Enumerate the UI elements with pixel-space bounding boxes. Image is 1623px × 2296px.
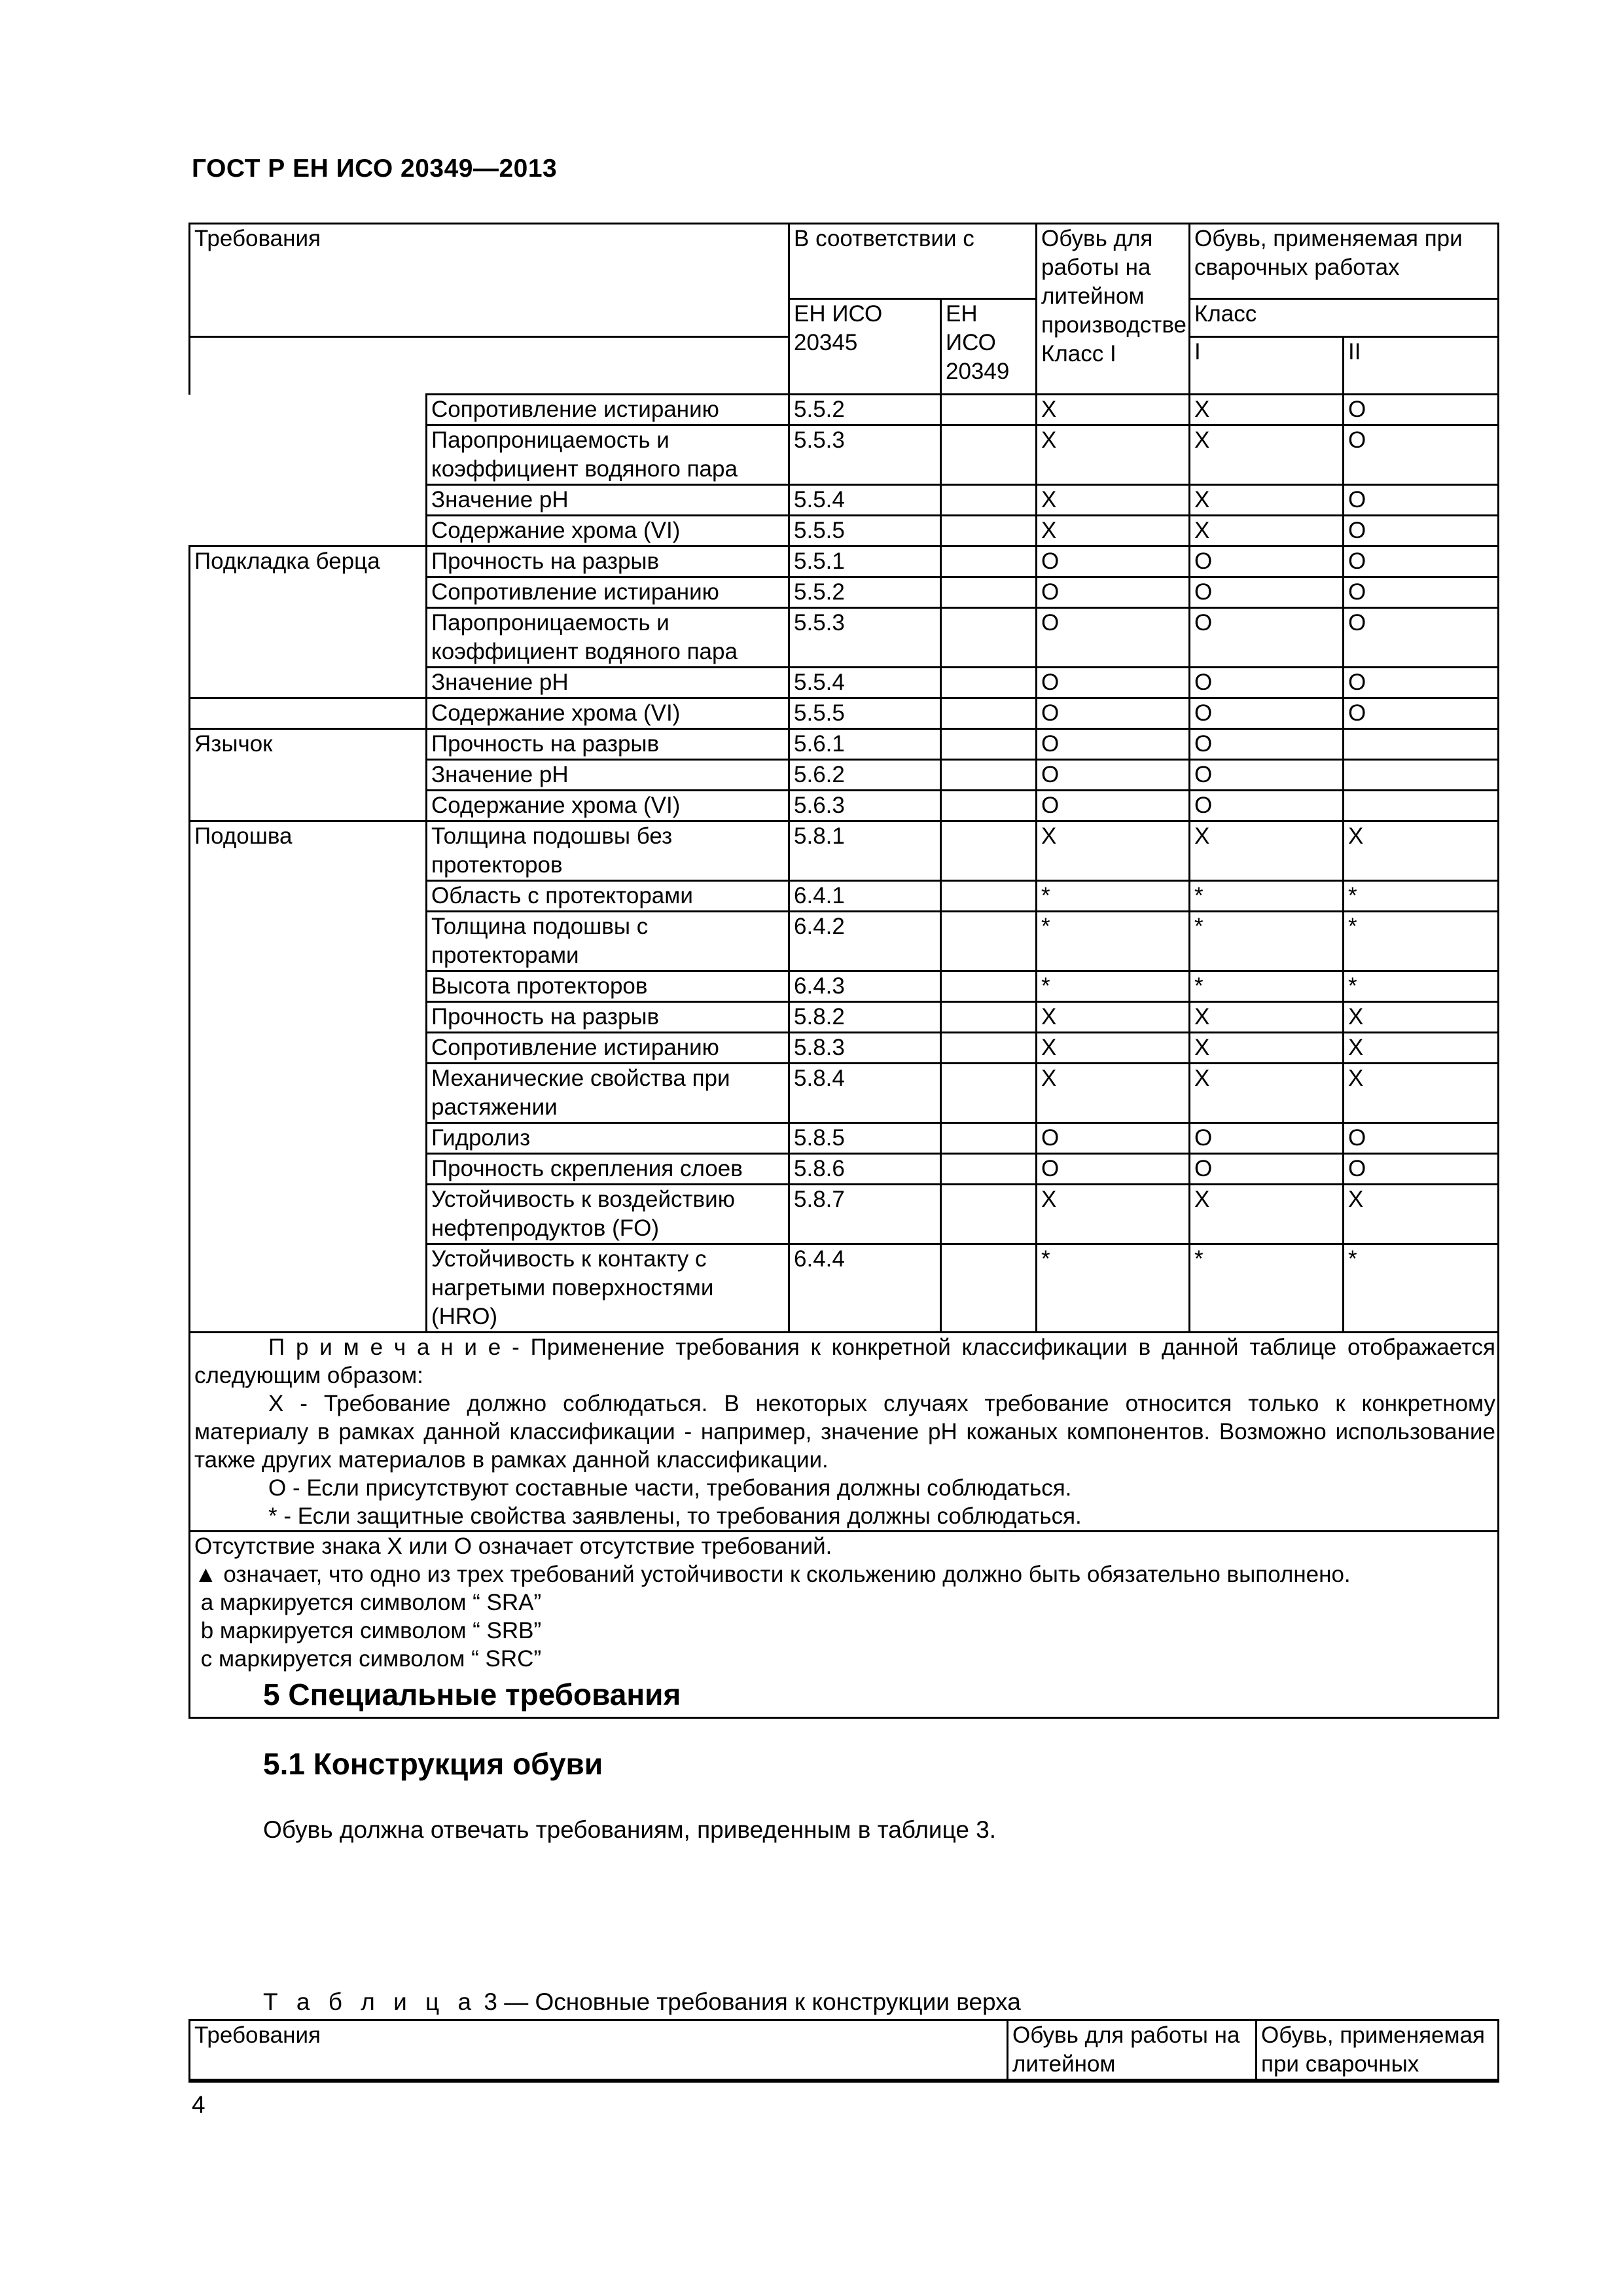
footnote-line: c маркируется символом “ SRC”	[194, 1646, 542, 1672]
header-foundry: Обувь для работы на литейном производстве Класс I	[1037, 224, 1190, 395]
welding-class1-mark: *	[1190, 881, 1344, 912]
header-class: Класс	[1190, 299, 1499, 337]
group-label: Подкладка берца	[190, 547, 427, 698]
welding-class1-mark: O	[1190, 608, 1344, 668]
welding-class2-mark: O	[1344, 395, 1499, 425]
note-line: * - Если защитные свойства заявлены, то требования должны соблюдаться.	[268, 1503, 1082, 1529]
welding-class1-mark: X	[1190, 516, 1344, 547]
section-title-5: 5 Специальные требования	[263, 1677, 681, 1712]
header-requirements: Требования	[190, 224, 789, 337]
requirement-name: Значение pH	[427, 485, 789, 516]
section-title-5-1: 5.1 Конструкция обуви	[263, 1747, 603, 1781]
welding-class1-mark: *	[1190, 971, 1344, 1002]
en20349-cell	[941, 1123, 1037, 1154]
en20349-cell	[941, 912, 1037, 971]
standard-clause: 5.5.1	[789, 547, 941, 577]
foundry-mark: O	[1037, 729, 1190, 760]
footnote-line: b маркируется символом “ SRB”	[194, 1618, 542, 1643]
header-blank	[190, 337, 789, 395]
foundry-mark: X	[1037, 485, 1190, 516]
note-line: X - Требование должно соблюдаться. В некоторых случаях требование относится только к конкретному материалу в рамках данной классификации - например, значение pH кожаных компонентов. Возможно использование также других материалов в рамках данной классификации.	[194, 1391, 1495, 1473]
foundry-mark: O	[1037, 1154, 1190, 1185]
table-row	[190, 698, 1499, 729]
welding-class2-mark	[1344, 729, 1499, 760]
welding-class2-mark: O	[1344, 1123, 1499, 1154]
welding-class2-mark: O	[1344, 668, 1499, 698]
foundry-mark: *	[1037, 912, 1190, 971]
standard-clause: 5.8.1	[789, 821, 941, 881]
welding-class1-mark: O	[1190, 547, 1344, 577]
welding-class1-mark: X	[1190, 821, 1344, 881]
welding-class1-mark: X	[1190, 1002, 1344, 1033]
table-row	[190, 547, 1499, 577]
standard-clause: 5.8.7	[789, 1185, 941, 1244]
table-row	[190, 821, 1499, 881]
standard-clause: 5.5.2	[789, 395, 941, 425]
welding-class2-mark: *	[1344, 971, 1499, 1002]
standard-clause: 5.8.6	[789, 1154, 941, 1185]
welding-class2-mark: *	[1344, 912, 1499, 971]
en20349-cell	[941, 547, 1037, 577]
welding-class1-mark: O	[1190, 791, 1344, 821]
en20349-cell	[941, 516, 1037, 547]
welding-class2-mark	[1344, 760, 1499, 791]
header-en20349: ЕН ИСО 20349	[941, 299, 1037, 395]
header-accordance: В соответствии с	[789, 224, 1037, 299]
requirement-name: Прочность на разрыв	[427, 1002, 789, 1033]
welding-class1-mark: *	[1190, 912, 1344, 971]
body-text: Обувь должна отвечать требованиям, приведенным в таблице 3.	[263, 1816, 997, 1843]
document-header: ГОСТ Р ЕН ИСО 20349—2013	[192, 154, 558, 183]
group-label: Подошва	[190, 821, 427, 1333]
foundry-mark: X	[1037, 1064, 1190, 1123]
en20349-cell	[941, 485, 1037, 516]
welding-class2-mark: O	[1344, 1154, 1499, 1185]
requirement-name: Паропроницаемость и коэффициент водяного пара	[427, 608, 789, 668]
standard-clause: 5.8.3	[789, 1033, 941, 1064]
requirement-name: Прочность на разрыв	[427, 547, 789, 577]
note-row	[190, 1333, 1499, 1532]
table3-header-requirements: Требования	[190, 2020, 1008, 2081]
welding-class1-mark: X	[1190, 1185, 1344, 1244]
standard-clause: 5.5.5	[789, 516, 941, 547]
foundry-mark: O	[1037, 547, 1190, 577]
header-class-2: II	[1344, 337, 1499, 395]
footnote-line: Отсутствие знака X или O означает отсутствие требований.	[194, 1534, 832, 1559]
foundry-mark: *	[1037, 881, 1190, 912]
note-line: П р и м е ч а н и е - Применение требования к конкретной классификации в данной таблице отображается следующим образом:	[194, 1335, 1495, 1388]
header-welding: Обувь, применяемая при сварочных работах	[1190, 224, 1499, 299]
requirement-name: Значение pH	[427, 760, 789, 791]
foundry-mark: O	[1037, 791, 1190, 821]
foundry-mark: X	[1037, 1002, 1190, 1033]
welding-class2-mark: O	[1344, 485, 1499, 516]
en20349-cell	[941, 1185, 1037, 1244]
welding-class1-mark: O	[1190, 760, 1344, 791]
table-3	[188, 2019, 1499, 2083]
standard-clause: 5.5.5	[789, 698, 941, 729]
footnote-line: a маркируется символом “ SRA”	[194, 1590, 542, 1615]
requirement-name: Толщина подошвы без протекторов	[427, 821, 789, 881]
table-caption: Т а б л и ц а 3 — Основные требования к конструкции верха	[263, 1988, 1021, 2015]
requirement-name: Прочность скрепления слоев	[427, 1154, 789, 1185]
foundry-mark: O	[1037, 577, 1190, 608]
standard-clause: 6.4.4	[789, 1244, 941, 1333]
standard-clause: 5.5.4	[789, 485, 941, 516]
standard-clause: 5.8.4	[789, 1064, 941, 1123]
en20349-cell	[941, 1154, 1037, 1185]
welding-class1-mark: O	[1190, 1154, 1344, 1185]
requirement-name: Содержание хрома (VI)	[427, 791, 789, 821]
welding-class2-mark: X	[1344, 1002, 1499, 1033]
welding-class2-mark: O	[1344, 608, 1499, 668]
welding-class1-mark: X	[1190, 1064, 1344, 1123]
requirement-name: Сопротивление истиранию	[427, 577, 789, 608]
en20349-cell	[941, 395, 1037, 425]
en20349-cell	[941, 577, 1037, 608]
requirement-name: Устойчивость к контакту с нагретыми поверхностями (HRO)	[427, 1244, 789, 1333]
welding-class1-mark: O	[1190, 1123, 1344, 1154]
foundry-mark: X	[1037, 1185, 1190, 1244]
welding-class1-mark: X	[1190, 425, 1344, 485]
en20349-cell	[941, 668, 1037, 698]
requirement-name: Область с протекторами	[427, 881, 789, 912]
standard-clause: 6.4.2	[789, 912, 941, 971]
welding-class2-mark: O	[1344, 547, 1499, 577]
welding-class1-mark: O	[1190, 729, 1344, 760]
standard-clause: 6.4.1	[789, 881, 941, 912]
welding-class2-mark	[1344, 791, 1499, 821]
welding-class1-mark: X	[1190, 395, 1344, 425]
welding-class2-mark: X	[1344, 821, 1499, 881]
requirement-name: Паропроницаемость и коэффициент водяного пара	[427, 425, 789, 485]
welding-class2-mark: *	[1344, 881, 1499, 912]
en20349-cell	[941, 821, 1037, 881]
en20349-cell	[941, 698, 1037, 729]
requirement-name: Прочность на разрыв	[427, 729, 789, 760]
foundry-mark: *	[1037, 971, 1190, 1002]
standard-clause: 5.6.1	[789, 729, 941, 760]
foundry-mark: X	[1037, 1033, 1190, 1064]
foundry-mark: X	[1037, 395, 1190, 425]
requirement-name: Механические свойства при растяжении	[427, 1064, 789, 1123]
table-row	[190, 729, 1499, 760]
requirement-name: Сопротивление истиранию	[427, 1033, 789, 1064]
welding-class1-mark: O	[1190, 698, 1344, 729]
group-label	[190, 698, 427, 729]
standard-clause: 5.8.2	[789, 1002, 941, 1033]
standard-clause: 5.5.4	[789, 668, 941, 698]
en20349-cell	[941, 881, 1037, 912]
en20349-cell	[941, 425, 1037, 485]
table-row	[190, 395, 1499, 425]
footnote-line: ▲ означает, что одно из трех требований устойчивости к скольжению должно быть обязательно выполнено.	[194, 1562, 1351, 1587]
standard-clause: 5.5.3	[789, 425, 941, 485]
welding-class1-mark: O	[1190, 668, 1344, 698]
en20349-cell	[941, 791, 1037, 821]
group-label: Язычок	[190, 729, 427, 821]
header-en20345: ЕН ИСО 20345	[789, 299, 941, 395]
requirements-table	[188, 223, 1499, 1719]
table3-header-welding: Обувь, применяемая при сварочных	[1257, 2020, 1499, 2081]
requirement-name: Значение pH	[427, 668, 789, 698]
foundry-mark: X	[1037, 821, 1190, 881]
requirement-name: Высота протекторов	[427, 971, 789, 1002]
en20349-cell	[941, 971, 1037, 1002]
table-note	[190, 1333, 1499, 1532]
en20349-cell	[941, 1002, 1037, 1033]
welding-class2-mark: O	[1344, 698, 1499, 729]
requirement-name: Гидролиз	[427, 1123, 789, 1154]
requirement-name: Толщина подошвы с протекторами	[427, 912, 789, 971]
welding-class1-mark: X	[1190, 485, 1344, 516]
standard-clause: 5.5.2	[789, 577, 941, 608]
welding-class2-mark: O	[1344, 425, 1499, 485]
foundry-mark: O	[1037, 668, 1190, 698]
welding-class1-mark: X	[1190, 1033, 1344, 1064]
group-label	[190, 395, 427, 547]
requirement-name: Устойчивость к воздействию нефтепродуктов (FO)	[427, 1185, 789, 1244]
welding-class2-mark: *	[1344, 1244, 1499, 1333]
page-number: 4	[192, 2091, 205, 2118]
en20349-cell	[941, 760, 1037, 791]
note-line: O - Если присутствуют составные части, требования должны соблюдаться.	[268, 1475, 1072, 1501]
foundry-mark: X	[1037, 516, 1190, 547]
standard-clause: 5.5.3	[789, 608, 941, 668]
requirement-name: Содержание хрома (VI)	[427, 516, 789, 547]
en20349-cell	[941, 1064, 1037, 1123]
welding-class2-mark: X	[1344, 1185, 1499, 1244]
welding-class2-mark: X	[1344, 1033, 1499, 1064]
en20349-cell	[941, 1244, 1037, 1333]
standard-clause: 5.6.2	[789, 760, 941, 791]
foundry-mark: O	[1037, 1123, 1190, 1154]
welding-class1-mark: *	[1190, 1244, 1344, 1333]
table3-header-foundry: Обувь для работы на литейном	[1008, 2020, 1257, 2081]
requirement-name: Содержание хрома (VI)	[427, 698, 789, 729]
standard-clause: 6.4.3	[789, 971, 941, 1002]
welding-class2-mark: O	[1344, 516, 1499, 547]
header-class-1: I	[1190, 337, 1344, 395]
en20349-cell	[941, 608, 1037, 668]
en20349-cell	[941, 729, 1037, 760]
foundry-mark: O	[1037, 608, 1190, 668]
standard-clause: 5.8.5	[789, 1123, 941, 1154]
welding-class2-mark: X	[1344, 1064, 1499, 1123]
foundry-mark: X	[1037, 425, 1190, 485]
requirement-name: Сопротивление истиранию	[427, 395, 789, 425]
welding-class1-mark: O	[1190, 577, 1344, 608]
standard-clause: 5.6.3	[789, 791, 941, 821]
en20349-cell	[941, 1033, 1037, 1064]
welding-class2-mark: O	[1344, 577, 1499, 608]
foundry-mark: O	[1037, 698, 1190, 729]
foundry-mark: O	[1037, 760, 1190, 791]
foundry-mark: *	[1037, 1244, 1190, 1333]
